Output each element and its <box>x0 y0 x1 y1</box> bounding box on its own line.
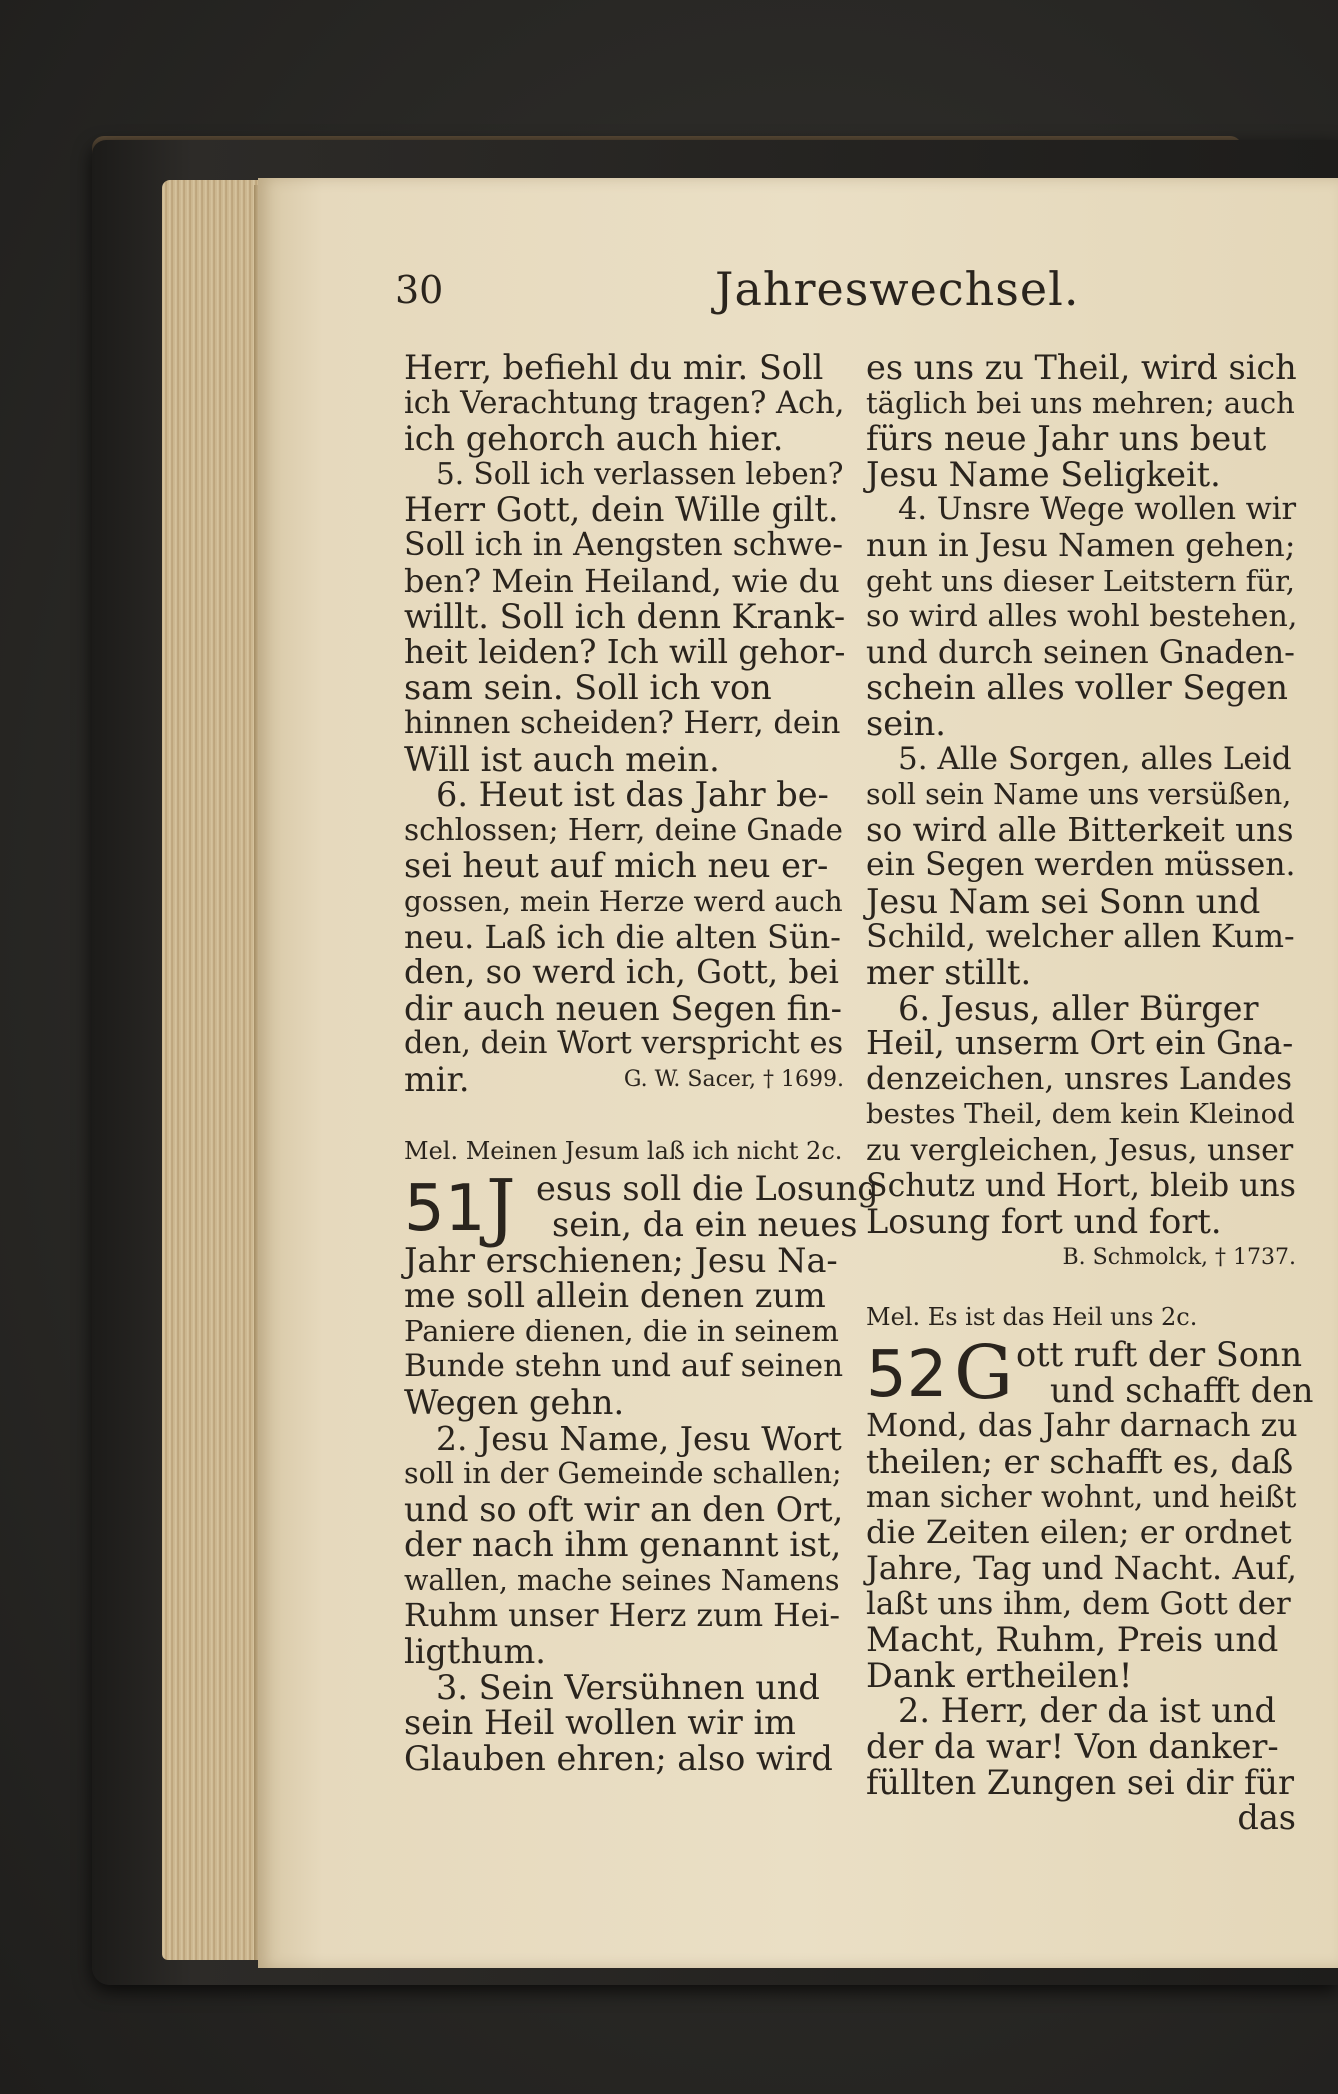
text-line: theilen; er schafft es, daß <box>866 1442 1294 1482</box>
text-line: esus soll die Losung <box>536 1169 879 1209</box>
text-line: Jesu Name Seligkeit. <box>866 454 1221 494</box>
text-line: geht uns dieser Leitstern für, <box>866 563 1295 598</box>
author-credit: B. Schmolck, † 1737. <box>1062 1244 1296 1270</box>
text-line: ben? Mein Heiland, wie du <box>404 561 840 600</box>
author-credit: G. W. Sacer, † 1699. <box>623 1066 844 1092</box>
hymn-52-opening <box>866 1330 1314 1417</box>
text-line: Macht, Ruhm, Preis und <box>866 1620 1279 1660</box>
text-line: willt. Soll ich denn Krank- <box>404 597 846 637</box>
text-line: sein, da ein neues <box>552 1205 858 1245</box>
spacer <box>404 1097 844 1131</box>
text-line: und durch seinen Gnaden- <box>866 632 1295 671</box>
text-line: es uns zu Theil, wird sich <box>866 348 1297 387</box>
verse-start: 2. Jesu Name, Jesu Wort <box>436 1418 842 1458</box>
catchword: das <box>1237 1798 1296 1838</box>
verse-start: 4. Unsre Wege wollen wir <box>898 492 1297 528</box>
hymn-number: 51 <box>404 1172 486 1247</box>
text-line: Will ist auch mein. <box>404 739 720 779</box>
text-line: Jesu Nam sei Sonn und <box>866 881 1261 921</box>
text-line: Soll ich in Aengsten schwe- <box>404 526 844 563</box>
hymn-number: 52 <box>866 1338 948 1413</box>
text-line: mer stillt. <box>866 953 1032 993</box>
text-line: schlossen; Herr, deine Gnade <box>404 812 843 847</box>
text-line: Ruhm unser Herz zum Hei- <box>404 1597 841 1634</box>
text-line: man sicher wohnt, und heißt <box>866 1479 1297 1514</box>
text-line: denzeichen, unsres Landes <box>866 1060 1292 1097</box>
text-line: so wird alle Bitterkeit uns <box>866 810 1294 849</box>
text-line: Dank ertheilen! <box>866 1655 1133 1695</box>
text-line: hinnen scheiden? Herr, dein <box>404 705 841 741</box>
text-line: Herr Gott, dein Wille gilt. <box>404 490 839 530</box>
hymn-51-opening <box>404 1164 879 1251</box>
text-end: mir. <box>404 1059 470 1099</box>
text-line: so wird alles wohl bestehen, <box>866 599 1298 635</box>
text-line: sein Heil wollen wir im <box>404 1703 796 1743</box>
verse-start: 2. Herr, der da ist und <box>898 1691 1276 1731</box>
text-line: fürs neue Jahr uns beut <box>866 419 1267 459</box>
text-line: und so oft wir an den Ort, <box>404 1489 844 1529</box>
spacer <box>866 1275 1296 1297</box>
text-line: soll in der Gemeinde schallen; <box>404 1457 842 1491</box>
verse-start: 3. Sein Versühnen und <box>436 1667 820 1707</box>
text-line: und schafft den <box>1050 1371 1314 1411</box>
page-number: 30 <box>395 268 444 312</box>
text-line: den, so werd ich, Gott, bei <box>404 953 839 992</box>
text-line: Mond, das Jahr darnach zu <box>866 1407 1298 1444</box>
text-line: täglich bei uns mehren; auch <box>866 385 1295 420</box>
text-line: Herr, befiehl du mir. Soll <box>404 348 824 387</box>
text-line: soll sein Name uns versüßen, <box>866 778 1292 812</box>
text-line: ich Verachtung tragen? Ach, <box>404 385 845 421</box>
text-line: heit leiden? Ich will gehor- <box>404 632 846 671</box>
text-line: nun in Jesu Namen gehen; <box>866 525 1296 564</box>
verse-start: 5. Soll ich verlassen leben? <box>436 456 844 491</box>
text-line: ich gehorch auch hier. <box>404 419 784 459</box>
text-line: Jahre, Tag und Nacht. Auf, <box>866 1549 1297 1587</box>
melody-note: Mel. Meinen Jesum laß ich nicht 2c. <box>404 1137 843 1166</box>
text-line: bestes Theil, dem kein Kleinod <box>866 1098 1295 1131</box>
text-line: me soll allein denen zum <box>404 1276 826 1316</box>
text-line: dir auch neuen Segen fin- <box>404 988 842 1028</box>
text-line: die Zeiten eilen; er ordnet <box>866 1513 1292 1552</box>
text-line: wallen, mache seines Namens <box>404 1564 840 1597</box>
text-line: Glauben ehren; also wird <box>404 1738 833 1778</box>
text-line: der da war! Von danker- <box>866 1726 1279 1766</box>
text-line: Losung fort und fort. <box>866 1202 1222 1242</box>
text-line: zu vergleichen, Jesus, unser <box>866 1133 1294 1169</box>
text-line: den, dein Wort verspricht es <box>404 1026 844 1062</box>
text-line: sei heut auf mich neu er- <box>404 846 829 886</box>
running-head: Jahreswechsel. <box>715 262 1080 316</box>
drop-cap: J <box>486 1164 516 1251</box>
text-line-with-author <box>404 1059 844 1099</box>
text-line: füllten Zungen sei dir für <box>866 1762 1295 1802</box>
text-line: Wegen gehn. <box>404 1383 625 1423</box>
text-line: ligthum. <box>404 1632 546 1672</box>
melody-note: Mel. Es ist das Heil uns 2c. <box>866 1303 1198 1332</box>
text-line: Schild, welcher allen Kum- <box>866 918 1295 955</box>
text-line: Jahr erschienen; Jesu Na- <box>404 1240 838 1280</box>
text-line: schein alles voller Segen <box>866 668 1288 708</box>
text-line: Schutz und Hort, bleib uns <box>866 1167 1296 1204</box>
drop-cap: G <box>954 1330 1014 1417</box>
text-line: Paniere dienen, die in seinem <box>404 1313 839 1348</box>
text-line: der nach ihm genannt ist, <box>404 1525 842 1565</box>
verse-start: 6. Heut ist das Jahr be- <box>436 775 829 815</box>
verse-start: 5. Alle Sorgen, alles Leid <box>898 740 1292 777</box>
left-column <box>404 348 879 1778</box>
text-line: gossen, mein Herze werd auch <box>404 884 843 918</box>
text-line: sam sein. Soll ich von <box>404 668 772 708</box>
verse-start: 6. Jesus, aller Bürger <box>898 988 1259 1028</box>
text-line: Heil, unserm Ort ein Gna- <box>866 1024 1294 1063</box>
text-line: ein Segen werden müssen. <box>866 847 1296 884</box>
text-line: ott ruft der Sonn <box>1016 1335 1303 1375</box>
text-line: neu. Laß ich die alten Sün- <box>404 917 841 956</box>
text-line: sein. <box>866 703 946 743</box>
text-line: laßt uns ihm, dem Gott der <box>866 1585 1291 1622</box>
text-line: Bunde stehn und auf seinen <box>404 1348 844 1385</box>
right-column <box>866 348 1314 1838</box>
